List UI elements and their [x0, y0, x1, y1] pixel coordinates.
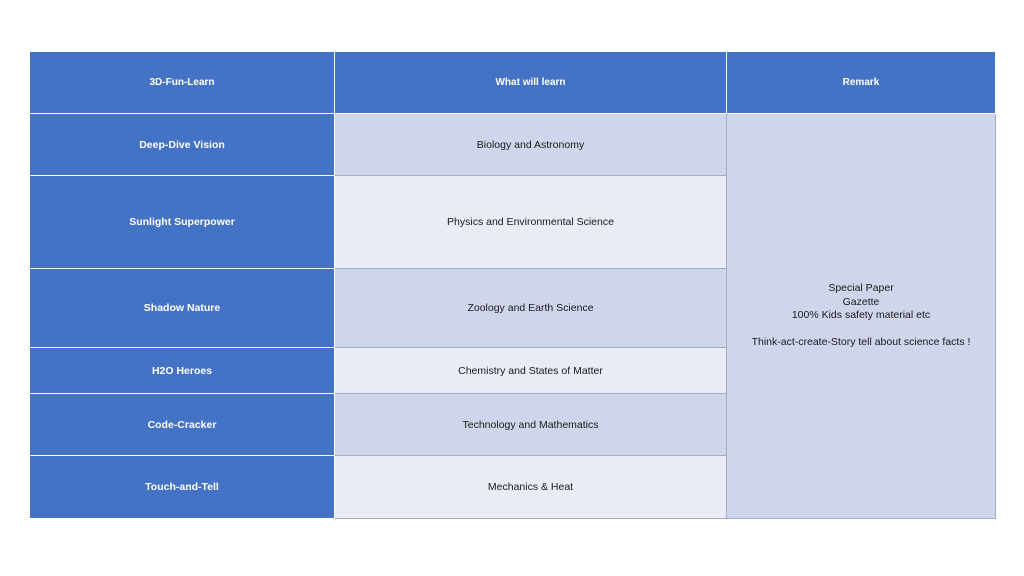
table-header-row	[30, 52, 996, 114]
program-name: Touch-and-Tell	[30, 456, 335, 519]
header-program: 3D-Fun-Learn	[30, 52, 335, 114]
header-remark: Remark	[727, 52, 996, 114]
learn-topic: Technology and Mathematics	[335, 394, 727, 456]
program-name: Code-Cracker	[30, 394, 335, 456]
program-name: Shadow Nature	[30, 269, 335, 348]
remark-line: Special Paper	[828, 282, 894, 295]
learn-topic: Chemistry and States of Matter	[335, 348, 727, 394]
table-row	[30, 114, 996, 176]
program-name: Deep-Dive Vision	[30, 114, 335, 176]
remark-spacer	[733, 323, 989, 337]
learn-topic: Biology and Astronomy	[335, 114, 727, 176]
remark-cell	[727, 114, 996, 519]
program-name: H2O Heroes	[30, 348, 335, 394]
learn-topic: Mechanics & Heat	[335, 456, 727, 519]
learn-topic: Physics and Environmental Science	[335, 176, 727, 269]
learn-topic: Zoology and Earth Science	[335, 269, 727, 348]
remark-line: Gazette	[842, 295, 880, 308]
remark-line: 100% Kids safety material etc	[791, 309, 931, 322]
header-what-will-learn: What will learn	[335, 52, 727, 114]
remark-tagline: Think-act-create-Story tell about science facts !	[751, 336, 971, 349]
program-name: Sunlight Superpower	[30, 176, 335, 269]
program-table	[29, 51, 996, 519]
